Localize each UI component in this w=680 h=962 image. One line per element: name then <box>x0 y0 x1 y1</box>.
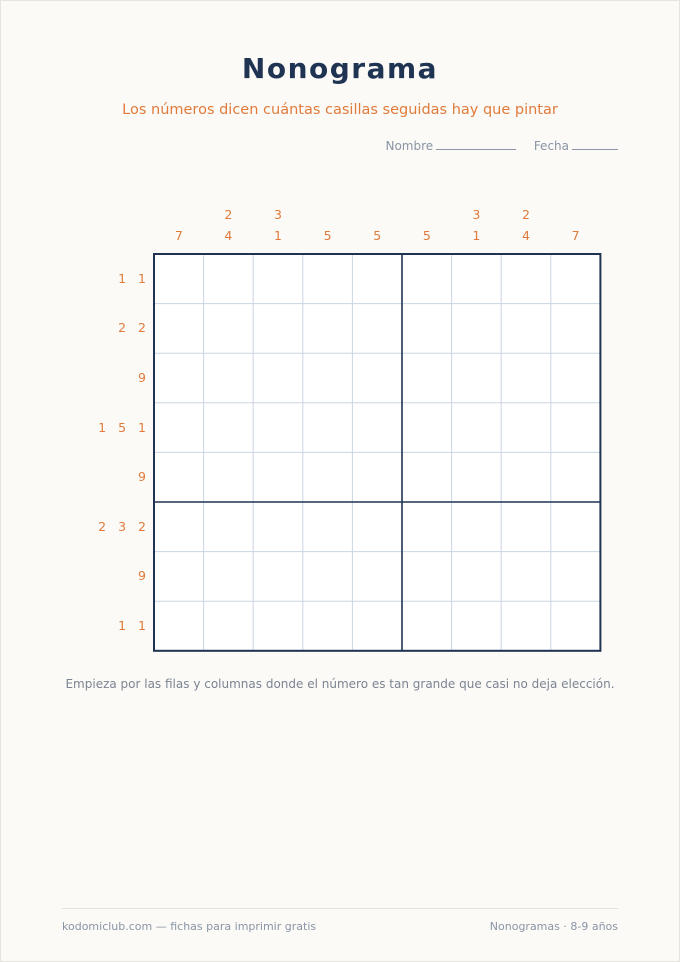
column-clue-number: 4 <box>224 228 233 243</box>
grid-cell-r8-c1[interactable] <box>154 601 204 651</box>
grid-cell-r4-c6[interactable] <box>402 403 452 453</box>
grid-cell-r2-c6[interactable] <box>402 304 452 354</box>
grid-cell-r1-c8[interactable] <box>501 254 551 304</box>
grid-cell-r1-c4[interactable] <box>303 254 353 304</box>
grid-cell-r5-c2[interactable] <box>204 452 254 502</box>
grid-cell-r1-c3[interactable] <box>253 254 303 304</box>
grid-cell-r1-c6[interactable] <box>402 254 452 304</box>
grid-cell-r1-c2[interactable] <box>204 254 254 304</box>
grid-cell-r4-c2[interactable] <box>204 403 254 453</box>
grid-cell-r3-c9[interactable] <box>551 353 601 403</box>
grid-cell-r5-c4[interactable] <box>303 452 353 502</box>
grid-cell-r2-c8[interactable] <box>501 304 551 354</box>
footer-category-text: Nonogramas · 8-9 años <box>489 920 618 933</box>
grid-cell-r5-c7[interactable] <box>452 452 502 502</box>
grid-cell-r7-c4[interactable] <box>303 552 353 602</box>
grid-cell-r8-c9[interactable] <box>551 601 601 651</box>
grid-cell-r3-c6[interactable] <box>402 353 452 403</box>
grid-cell-r7-c5[interactable] <box>352 552 402 602</box>
row-clue-number: 1 <box>118 270 127 286</box>
grid-cell-r7-c1[interactable] <box>154 552 204 602</box>
grid-cell-r3-c2[interactable] <box>204 353 254 403</box>
column-clue-number: 1 <box>472 228 481 243</box>
grid-cell-r3-c1[interactable] <box>154 353 204 403</box>
grid-cell-r2-c1[interactable] <box>154 304 204 354</box>
row-clue-number: 1 <box>118 618 127 633</box>
row-clue-number: 9 <box>138 568 146 584</box>
column-clue-number: 5 <box>323 228 332 243</box>
hint-text: Empieza por las filas y columnas donde el número es tan grande que casi no deja elección. <box>65 677 615 691</box>
footer-divider <box>62 908 618 909</box>
grid-cell-r4-c3[interactable] <box>253 403 303 453</box>
grid-cell-r7-c9[interactable] <box>551 552 601 602</box>
row-clue-number: 2 <box>138 518 146 534</box>
row-clue-number: 2 <box>138 320 146 336</box>
column-clue-number: 7 <box>174 228 183 243</box>
grid-cell-r8-c3[interactable] <box>253 601 303 651</box>
grid-cell-r6-c3[interactable] <box>253 502 303 552</box>
grid-cell-r6-c7[interactable] <box>452 502 502 552</box>
grid-cell-r7-c6[interactable] <box>402 552 452 602</box>
grid-cell-r2-c4[interactable] <box>303 304 353 354</box>
grid-cell-r3-c5[interactable] <box>352 353 402 403</box>
grid-cell-r6-c4[interactable] <box>303 502 353 552</box>
grid-cell-r7-c8[interactable] <box>501 552 551 602</box>
grid-cell-r6-c8[interactable] <box>501 502 551 552</box>
column-clue-number: 3 <box>472 207 481 222</box>
grid-cell-r5-c1[interactable] <box>154 452 204 502</box>
page-title: Nonograma <box>241 52 439 85</box>
grid-cell-r6-c1[interactable] <box>154 502 204 552</box>
grid-cell-r4-c4[interactable] <box>303 403 353 453</box>
column-clue-number: 4 <box>522 228 530 243</box>
row-clue-number: 2 <box>118 320 127 336</box>
grid-cell-r4-c9[interactable] <box>551 403 601 453</box>
grid-cell-r7-c2[interactable] <box>204 552 254 602</box>
grid-cell-r5-c3[interactable] <box>253 452 303 502</box>
grid-cell-r2-c2[interactable] <box>204 304 254 354</box>
column-clue-number: 5 <box>373 228 382 243</box>
grid-cell-r3-c7[interactable] <box>452 353 502 403</box>
row-clue-number: 1 <box>138 419 146 435</box>
grid-cell-r2-c5[interactable] <box>352 304 402 354</box>
row-clue-number: 1 <box>98 419 107 435</box>
row-clue-number: 5 <box>118 419 127 435</box>
grid-cell-r2-c9[interactable] <box>551 304 601 354</box>
column-clue-number: 3 <box>274 207 282 222</box>
row-clue-number: 1 <box>138 270 146 286</box>
grid-cell-r5-c8[interactable] <box>501 452 551 502</box>
grid-cell-r7-c7[interactable] <box>452 552 502 602</box>
grid-cell-r5-c5[interactable] <box>352 452 402 502</box>
grid-cell-r2-c3[interactable] <box>253 304 303 354</box>
grid-cell-r3-c8[interactable] <box>501 353 551 403</box>
grid-cell-r4-c7[interactable] <box>452 403 502 453</box>
grid-cell-r8-c6[interactable] <box>402 601 452 651</box>
grid-cell-r8-c7[interactable] <box>452 601 502 651</box>
page-subtitle: Los números dicen cuántas casillas seguidas hay que pintar <box>122 102 558 118</box>
grid-cell-r8-c2[interactable] <box>204 601 254 651</box>
grid-cell-r8-c4[interactable] <box>303 601 353 651</box>
row-clue-number: 9 <box>138 370 146 385</box>
row-clue-number: 9 <box>138 469 146 485</box>
row-clue-number: 3 <box>118 518 127 534</box>
grid-cell-r1-c5[interactable] <box>352 254 402 304</box>
grid-cell-r4-c8[interactable] <box>501 403 551 453</box>
grid-cell-r3-c3[interactable] <box>253 353 303 403</box>
name-label: Nombre <box>385 139 434 153</box>
column-clue-number: 2 <box>224 207 233 222</box>
grid-cell-r1-c7[interactable] <box>452 254 502 304</box>
grid-cell-r7-c3[interactable] <box>253 552 303 602</box>
grid-cell-r6-c5[interactable] <box>352 502 402 552</box>
column-clue-number: 5 <box>422 228 431 243</box>
grid-cell-r6-c6[interactable] <box>402 502 452 552</box>
row-clue-number: 2 <box>98 518 107 534</box>
grid-cell-r3-c4[interactable] <box>303 353 353 403</box>
column-clue-number: 1 <box>274 228 282 243</box>
grid-cell-r2-c7[interactable] <box>452 304 502 354</box>
grid-cell-r4-c1[interactable] <box>154 403 204 453</box>
grid-cell-r6-c2[interactable] <box>204 502 254 552</box>
date-label: Fecha <box>533 139 569 153</box>
grid-cell-r8-c8[interactable] <box>501 601 551 651</box>
grid-cell-r4-c5[interactable] <box>352 403 402 453</box>
row-clue-number: 1 <box>138 618 146 633</box>
grid-cell-r1-c9[interactable] <box>551 254 601 304</box>
column-clue-number: 7 <box>571 228 580 243</box>
grid-cell-r6-c9[interactable] <box>551 502 601 552</box>
grid-cell-r5-c6[interactable] <box>402 452 452 502</box>
grid-cell-r8-c5[interactable] <box>352 601 402 651</box>
grid-cell-r5-c9[interactable] <box>551 452 601 502</box>
column-clue-number: 2 <box>522 207 530 222</box>
footer-site-text: kodomiclub.com — fichas para imprimir gratis <box>62 920 317 933</box>
grid-cell-r1-c1[interactable] <box>154 254 204 304</box>
